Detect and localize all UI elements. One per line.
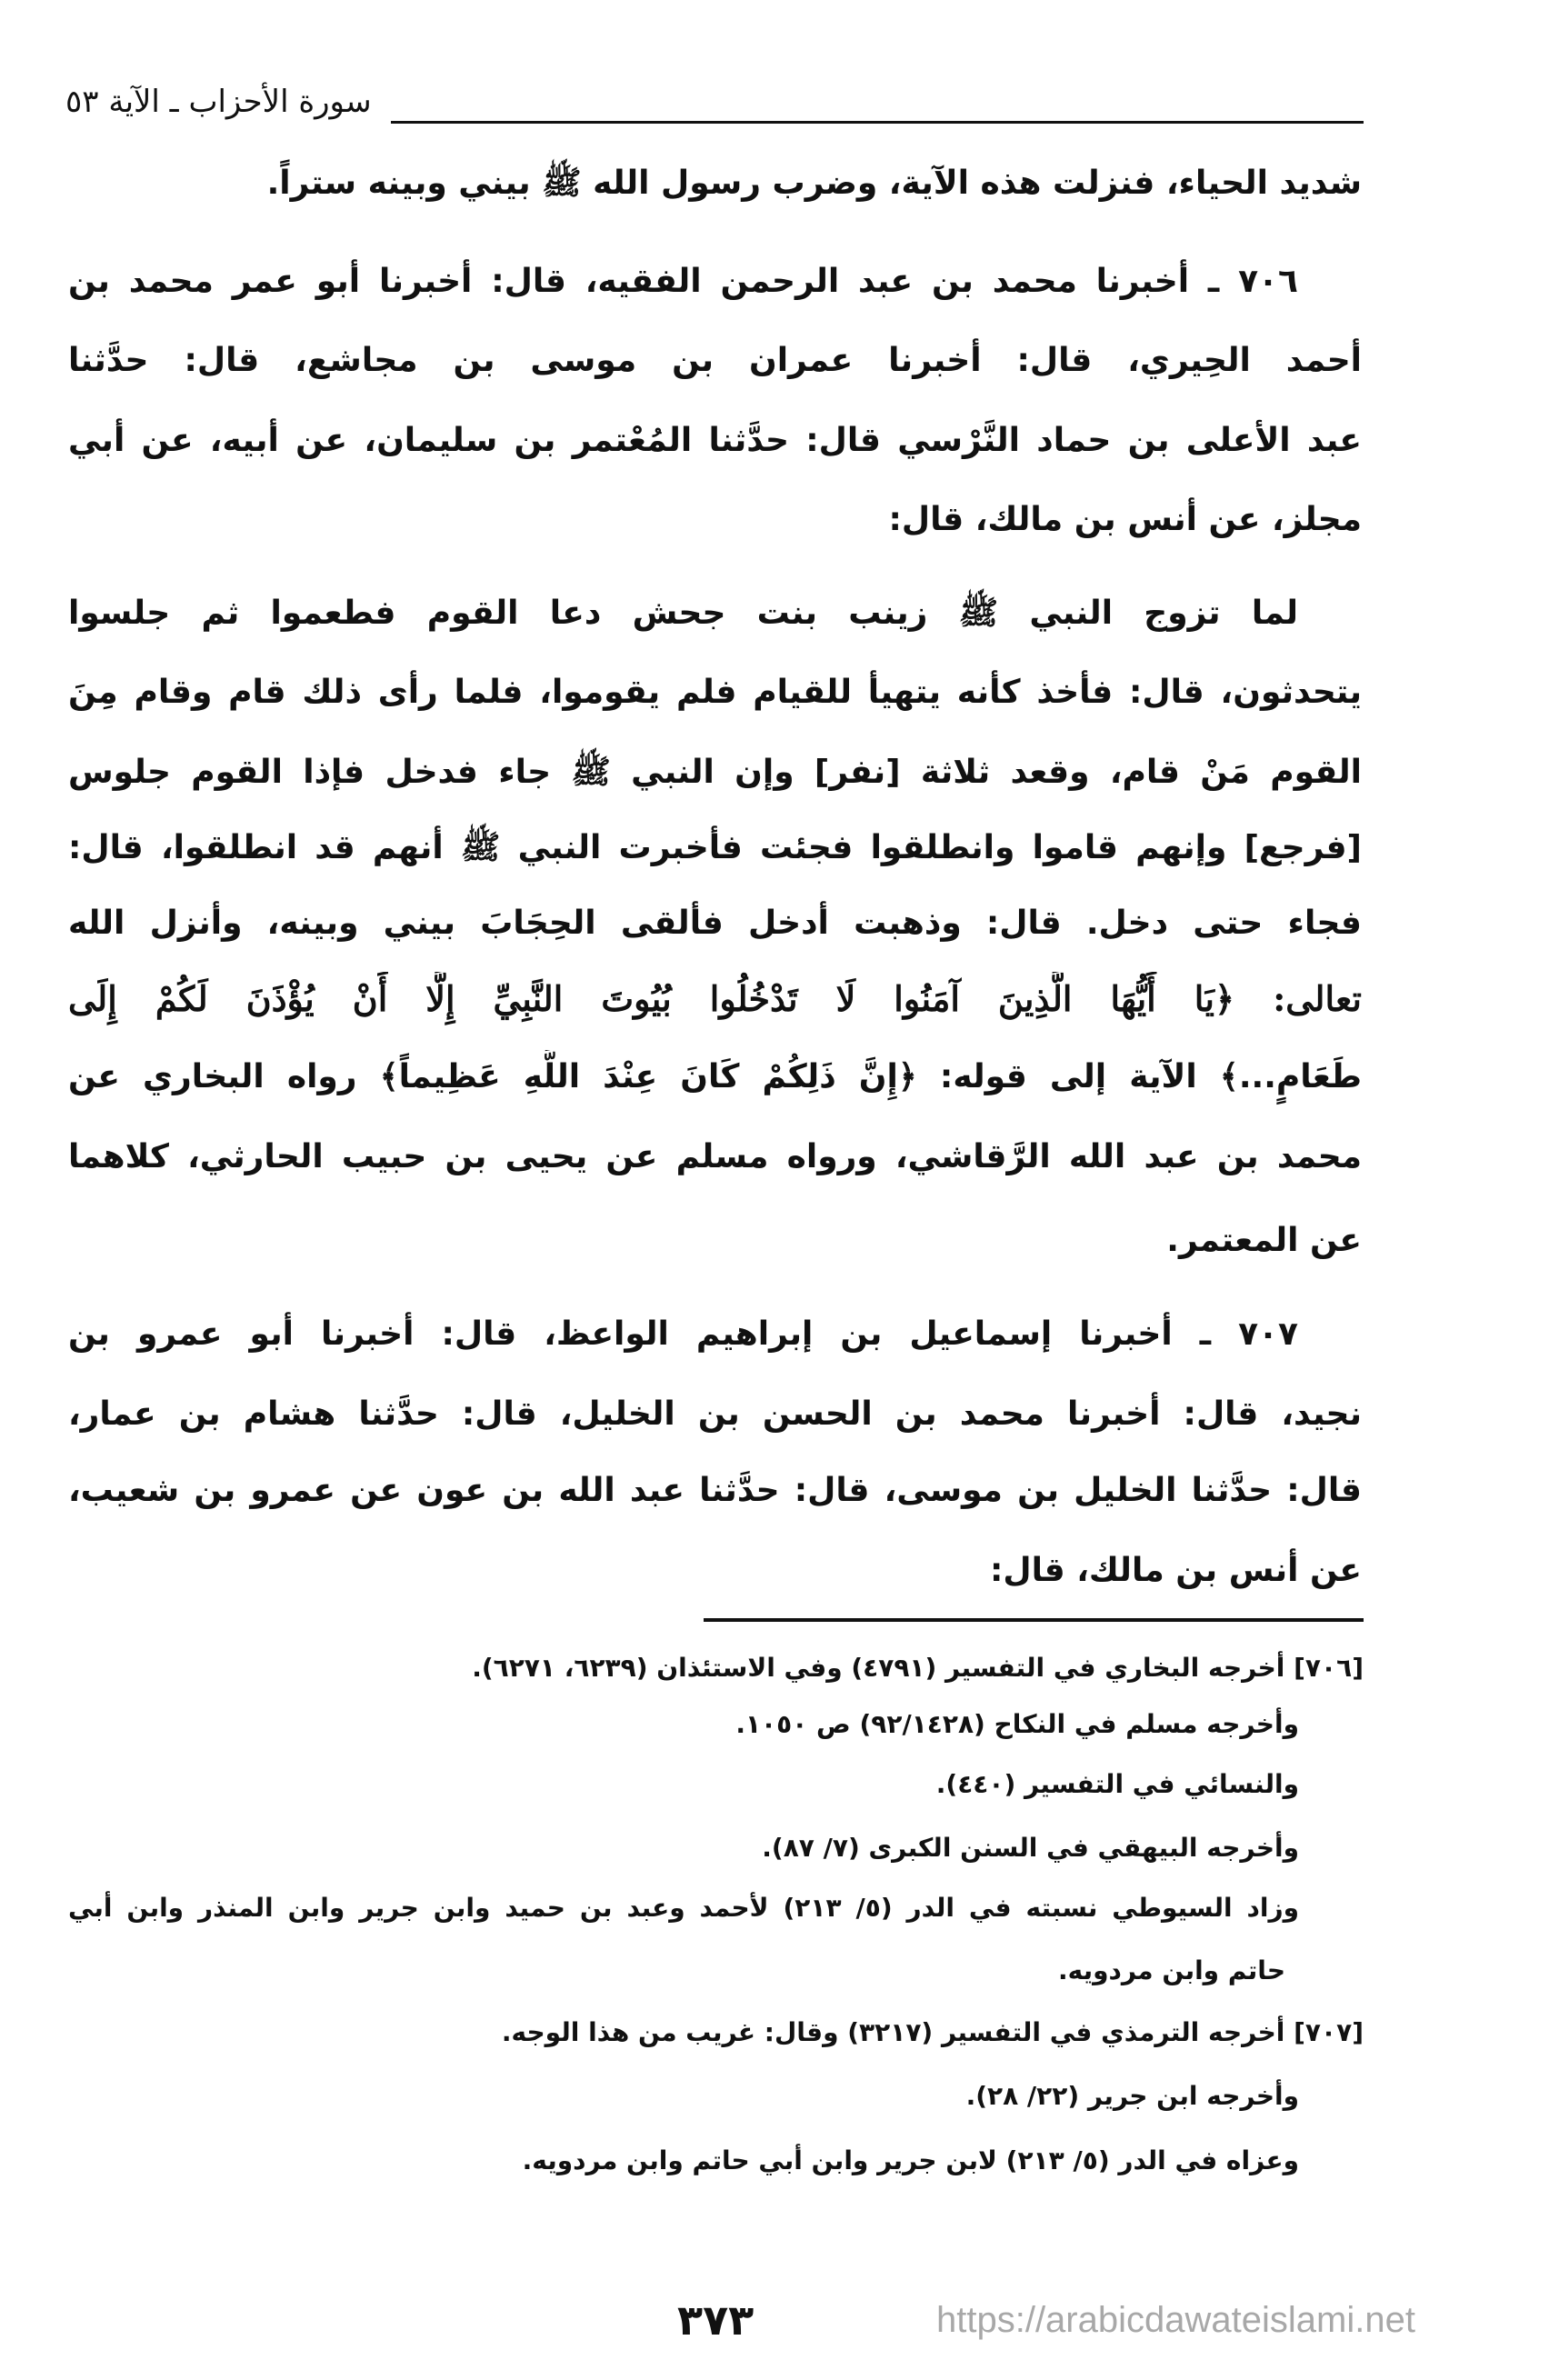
text-line: قال: حدَّثنا الخليل بن موسى، قال: حدَّثنا عبد الله بن عون عن عمرو بن شعيب، bbox=[68, 1472, 1362, 1509]
footnote: [٧٠٧] أخرجه الترمذي في التفسير (٣٢١٧) وقال: غريب من هذا الوجه. bbox=[501, 2017, 1364, 2047]
text-line: نجيد، قال: أخبرنا محمد بن الحسن بن الخليل، قال: حدَّثنا هشام بن عمار، bbox=[68, 1395, 1362, 1433]
text-line: ٧٠٦ ـ أخبرنا محمد بن عبد الرحمن الفقيه، قال: أخبرنا أبو عمر محمد بن bbox=[68, 263, 1298, 300]
text-line: عن المعتمر. bbox=[1166, 1222, 1362, 1259]
text-line: مجلز، عن أنس بن مالك، قال: bbox=[888, 501, 1362, 538]
text-line: طَعَامٍ...﴾ الآية إلى قوله: ﴿إِنَّ ذَلِكُمْ كَانَ عِنْدَ اللَّهِ عَظِيماً﴾ رواه البخاري عن bbox=[68, 1058, 1362, 1095]
watermark-url: https://arabicdawateislami.net bbox=[936, 2300, 1415, 2340]
header-title: سورة الأحزاب ـ الآية ٥٣ bbox=[65, 84, 372, 120]
page-number: ٣٧٣ bbox=[677, 2295, 755, 2345]
footnote: وعزاه في الدر (٥/ ٢١٣) لابن جرير وابن أبي حاتم وابن مردويه. bbox=[522, 2145, 1299, 2175]
text-line: فجاء حتى دخل. قال: وذهبت أدخل فألقى الحِجَابَ بيني وبينه، وأنزل الله bbox=[68, 905, 1362, 942]
text-line: شديد الحياء، فنزلت هذه الآية، وضرب رسول الله ﷺ بيني وبينه ستراً. bbox=[266, 165, 1362, 202]
text-line: أحمد الحِيري، قال: أخبرنا عمران بن موسى بن مجاشع، قال: حدَّثنا bbox=[68, 342, 1362, 379]
footnote: حاتم وابن مردويه. bbox=[1057, 1955, 1285, 1985]
footnote: والنسائي في التفسير (٤٤٠). bbox=[935, 1769, 1299, 1799]
text-line: عبد الأعلى بن حماد النَّرْسي قال: حدَّثنا المُعْتمر بن سليمان، عن أبيه، عن أبي bbox=[68, 422, 1362, 459]
footnote: [٧٠٦] أخرجه البخاري في التفسير (٤٧٩١) وفي الاستئذان (٦٢٣٩، ٦٢٧١). bbox=[472, 1653, 1364, 1683]
footnote: وأخرجه ابن جرير (٢٢/ ٢٨). bbox=[965, 2081, 1299, 2111]
footnote-separator bbox=[704, 1618, 1364, 1622]
footnote: وأخرجه البيهقي في السنن الكبرى (٧/ ٨٧). bbox=[762, 1833, 1299, 1863]
text-line: محمد بن عبد الله الرَّقاشي، ورواه مسلم عن يحيى بن حبيب الحارثي، كلاهما bbox=[68, 1138, 1362, 1175]
text-line: ٧٠٧ ـ أخبرنا إسماعيل بن إبراهيم الواعظ، قال: أخبرنا أبو عمرو بن bbox=[68, 1315, 1298, 1353]
text-line: [فرجع] وإنهم قاموا وانطلقوا فجئت فأخبرت النبي ﷺ أنهم قد انطلقوا، قال: bbox=[68, 829, 1362, 866]
text-line: عن أنس بن مالك، قال: bbox=[989, 1552, 1362, 1589]
text-line: القوم مَنْ قام، وقعد ثلاثة [نفر] وإن النبي ﷺ جاء فدخل فإذا القوم جلوس bbox=[68, 754, 1362, 791]
footnote: وأخرجه مسلم في النكاح (٩٢/١٤٢٨) ص ١٠٥٠. bbox=[735, 1709, 1299, 1739]
text-line: يتحدثون، قال: فأخذ كأنه يتهيأ للقيام فلم يقوموا، فلما رأى ذلك قام وقام مِنَ bbox=[68, 674, 1362, 711]
quran-verse-line: تعالى: ﴿يَا أَيُّهَا الَّذِينَ آمَنُوا لَا تَدْخُلُوا بُيُوتَ النَّبِيِّ إِلَّا أَنْ يُؤْذَنَ لَكُمْ إِلَى bbox=[68, 978, 1362, 1019]
footnote: وزاد السيوطي نسبته في الدر (٥/ ٢١٣) لأحمد وعبد بن حميد وابن جرير وابن المنذر وابن أبي bbox=[68, 1893, 1299, 1923]
text-line: لما تزوج النبي ﷺ زينب بنت جحش دعا القوم فطعموا ثم جلسوا bbox=[68, 595, 1298, 632]
header-rule bbox=[391, 121, 1364, 124]
